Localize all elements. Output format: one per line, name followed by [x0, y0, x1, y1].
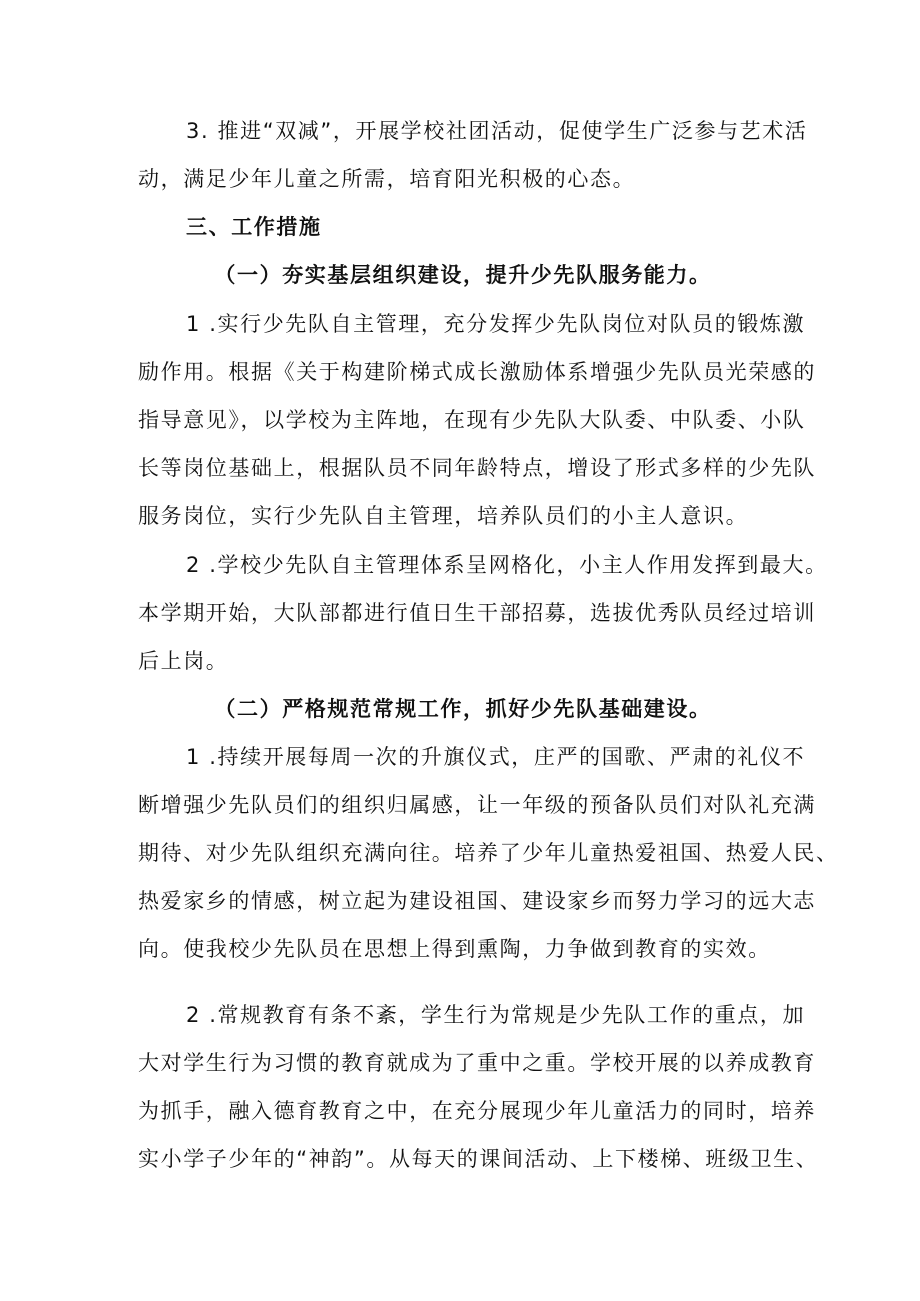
- paragraph-line: 3. 推进“双减”，开展学校社团活动，促使学生广泛参与艺术活: [186, 119, 808, 143]
- paragraph-line: 励作用。根据《关于构建阶梯式成长激励体系增强少先队员光荣感的: [138, 360, 816, 384]
- subsection-heading: （一）夯实基层组织建设，提升少先队服务能力。: [214, 263, 712, 287]
- paragraph-line: 实小学子少年的“神韵”。从每天的课间活动、上下楼梯、班级卫生、: [138, 1147, 819, 1171]
- paragraph-line: 向。使我校少先队员在思想上得到熏陶，力争做到教育的实效。: [138, 937, 771, 961]
- paragraph-line: 后上岗。: [138, 649, 229, 673]
- paragraph-line: 本学期开始，大队部都进行值日生干部招募，选拔优秀队员经过培训: [138, 601, 816, 625]
- paragraph-line: 1 .实行少先队自主管理，充分发挥少先队岗位对队员的锻炼激: [186, 312, 806, 336]
- paragraph-line: 服务岗位，实行少先队自主管理，培养队员们的小主人意识。: [138, 504, 749, 528]
- paragraph-line: 期待、对少先队组织充满向往。培养了少年儿童热爱祖国、热爱人民、: [138, 841, 839, 865]
- subsection-heading: （二）严格规范常规工作，抓好少先队基础建设。: [214, 697, 712, 721]
- paragraph-line: 长等岗位基础上，根据队员不同年龄特点，增设了形式多样的少先队: [138, 456, 816, 480]
- paragraph-line: 指导意见》，以学校为主阵地，在现有少先队大队委、中队委、小队: [138, 408, 806, 432]
- paragraph-line: 1 .持续开展每周一次的升旗仪式，庄严的国歌、严肃的礼仪不: [186, 745, 806, 769]
- paragraph-line: 动，满足少年儿童之所需，培育阳光积极的心态。: [138, 167, 636, 191]
- paragraph-line: 2 .学校少先队自主管理体系呈网格化，小主人作用发挥到最大。: [186, 553, 828, 577]
- section-heading: 三、工作措施: [186, 215, 322, 239]
- paragraph-line: 热爱家乡的情感，树立起为建设祖国、建设家乡而努力学习的远大志: [138, 889, 816, 913]
- paragraph-line: 2 .常规教育有条不紊，学生行为常规是少先队工作的重点，加: [186, 1003, 806, 1027]
- paragraph-line: 断增强少先队员们的组织归属感，让一年级的预备队员们对队礼充满: [138, 793, 816, 817]
- paragraph-line: 大对学生行为习惯的教育就成为了重中之重。学校开展的以养成教育: [138, 1051, 816, 1075]
- paragraph-line: 为抓手，融入德育教育之中，在充分展现少年儿童活力的同时，培养: [138, 1099, 816, 1123]
